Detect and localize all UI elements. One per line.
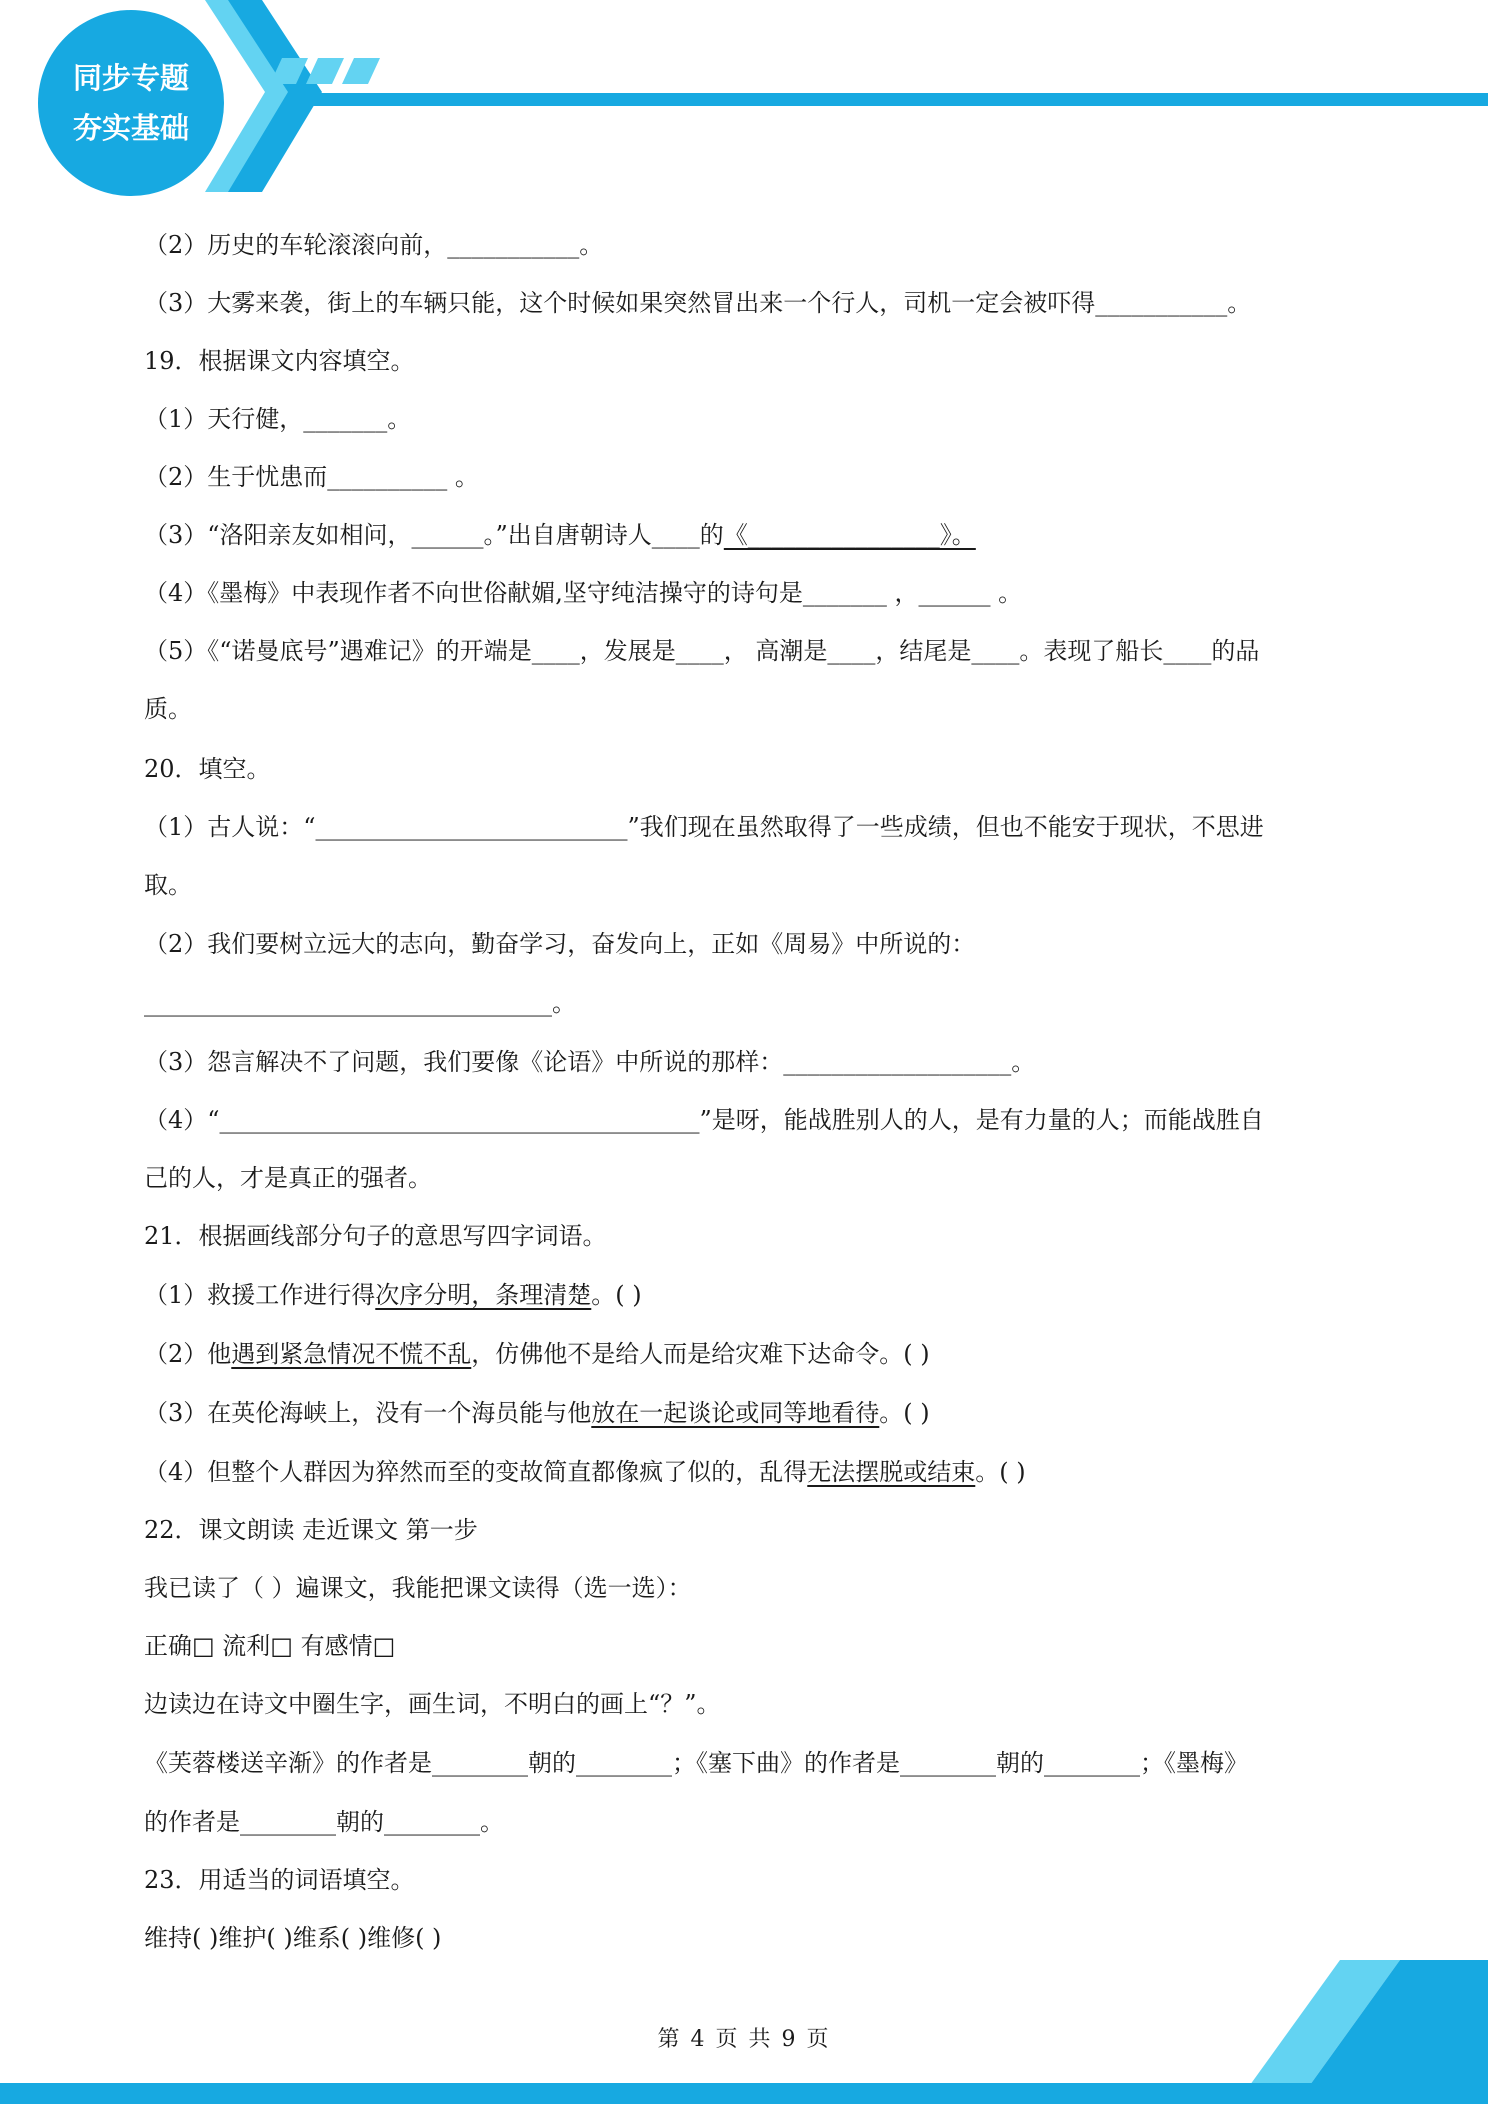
question-19-heading: 19．根据课文内容填空。 <box>144 347 415 375</box>
text-line: 我已读了（ ）遍课文，我能把课文读得（选一选）： <box>144 1574 692 1602</box>
text-line: （2）生于忧患而__________ 。 <box>144 463 479 491</box>
underlined-segment: 无法摆脱或结束 <box>807 1458 976 1486</box>
text-line: 己的人，才是真正的强者。 <box>144 1164 432 1192</box>
text-line: 取。 <box>144 871 192 899</box>
text-line: （2）我们要树立远大的志向，勤奋学习，奋发向上，正如《周易》中所说的： <box>144 930 976 958</box>
header-stripe-3 <box>342 58 380 84</box>
text-line: __________________________________。 <box>144 989 576 1017</box>
question-23-heading: 23．用适当的词语填空。 <box>144 1866 415 1894</box>
text-segment: （2）他 <box>144 1340 232 1368</box>
badge-line-2: 夯实基础 <box>72 111 189 145</box>
text-segment: （1）救援工作进行得 <box>144 1281 376 1309</box>
text-line: （1）古人说：“__________________________”我们现在虽然取得了一些成绩，但也不能安于现状，不思进 <box>144 813 1264 841</box>
footer-bar <box>0 2083 1488 2104</box>
question-22-heading: 22．课文朗读 走近课文 第一步 <box>144 1516 478 1544</box>
text-segment: 。( ) <box>879 1399 930 1427</box>
text-line <box>144 515 1354 555</box>
underlined-segment: 放在一起谈论或同等地看待 <box>591 1399 880 1427</box>
text-line: 边读边在诗文中圈生字，画生词，不明白的画上“？”。 <box>144 1690 721 1718</box>
text-line: （3）大雾来袭，街上的车辆只能，这个时候如果突然冒出来一个行人，司机一定会被吓得___________。 <box>144 289 1252 317</box>
text-segment: 。( ) <box>591 1281 642 1309</box>
text-line: （2）历史的车轮滚滚向前，___________。 <box>144 231 604 259</box>
text-segment: 。( ) <box>975 1458 1026 1486</box>
text-line <box>144 1275 1354 1315</box>
text-line: 正确□ 流利□ 有感情□ <box>144 1632 396 1660</box>
text-line: 的作者是________朝的________。 <box>144 1808 504 1836</box>
text-segment: （3）在英伦海峡上，没有一个海员能与他 <box>144 1399 592 1427</box>
text-line: （5）《“诺曼底号”遇难记》的开端是____，发展是____， 高潮是____，结尾是____。表现了船长____的品 <box>144 637 1260 665</box>
question-21-heading: 21．根据画线部分句子的意思写四字词语。 <box>144 1222 607 1250</box>
text-line: （4）《墨梅》中表现作者不向世俗献媚,坚守纯洁操守的诗句是_______ ，______ 。 <box>144 579 1023 607</box>
page-number: 第 4 页 共 9 页 <box>657 2027 831 2052</box>
text-segment: ，仿佛他不是给人而是给灾难下达命令。( ) <box>471 1340 930 1368</box>
text-line <box>144 1334 1354 1374</box>
header-badge <box>38 10 224 196</box>
badge-line-1: 同步专题 <box>72 61 189 95</box>
header-stripe-2 <box>306 58 344 84</box>
underlined-segment: 遇到紧急情况不慌不乱 <box>231 1340 472 1368</box>
underlined-segment: 《________________》。 <box>723 521 976 549</box>
text-line: 维持( )维护( )维系( )维修( ) <box>144 1924 442 1952</box>
text-segment: （3）“洛阳亲友如相问，______。”出自唐朝诗人____的 <box>144 521 724 549</box>
footer-decoration <box>0 1955 1488 2104</box>
text-line: 质。 <box>144 695 192 723</box>
question-20-heading: 20．填空。 <box>144 755 271 783</box>
text-line: 《芙蓉楼送辛渐》的作者是________朝的________；《塞下曲》的作者是________朝的________；《墨梅》 <box>144 1749 1248 1777</box>
text-line: （1）天行健，_______。 <box>144 405 412 433</box>
text-segment: （4）但整个人群因为猝然而至的变故简直都像疯了似的，乱得 <box>144 1458 808 1486</box>
text-line <box>144 1452 1354 1492</box>
header-bar <box>290 93 1488 106</box>
text-line: （4）“________________________________________”是呀，能战胜别人的人，是有力量的人；而能战胜自 <box>144 1106 1264 1134</box>
underlined-segment: 次序分明，条理清楚 <box>375 1281 592 1309</box>
text-line: （3）怨言解决不了问题，我们要像《论语》中所说的那样：___________________。 <box>144 1048 1036 1076</box>
text-line <box>144 1393 1354 1433</box>
